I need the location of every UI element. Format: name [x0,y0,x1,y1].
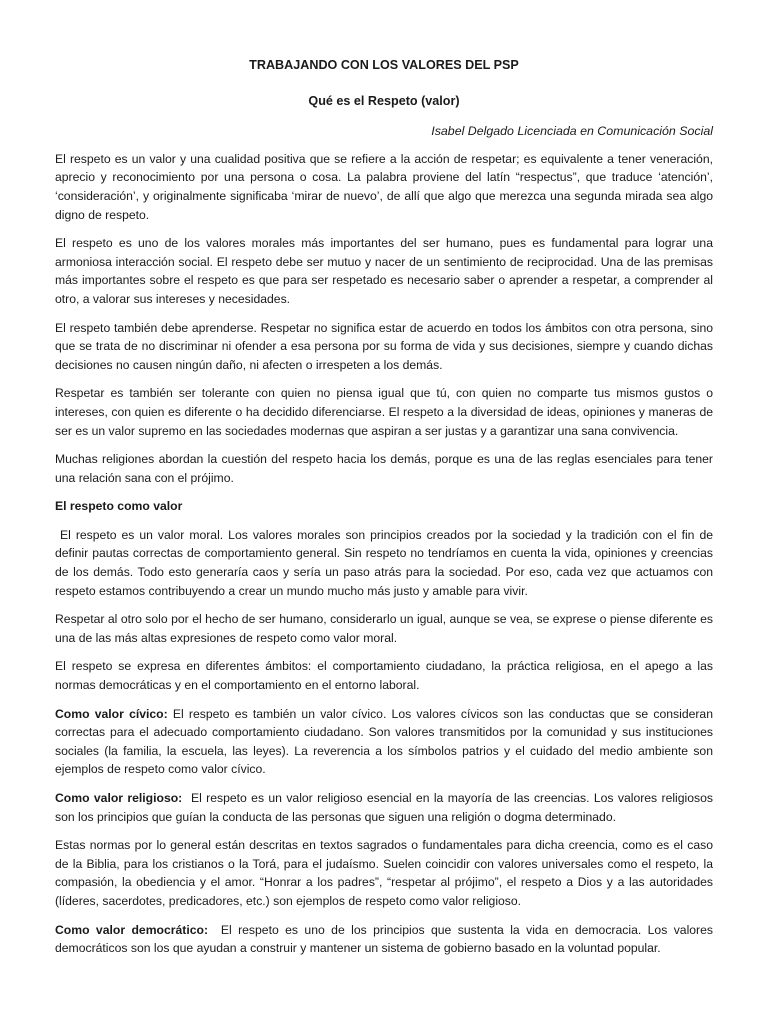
paragraph-religious [55,789,717,826]
paragraph: El respeto es uno de los valores morales más importantes del ser humano, pues es fundamental para lograr una armoniosa interacción social. El respeto debe ser mutuo y nacer de un sentimiento de reciprocidad. Una de las premisas más importantes sobre el respeto es que para ser respetado es necesario saber o aprender a respetar, a comprender al otro, a valorar sus intereses y necesidades. [55,236,713,306]
paragraph: Respetar es también ser tolerante con quien no piensa igual que tú, con quien no comparte tus mismos gustos o intereses, con quien es diferente o ha decidido diferenciarse. El respeto a la diversidad de ideas, opiniones y maneras de ser es un valor supremo en las sociedades modernas que aspiran a ser justas y a garantizar una sana convivencia. [55,386,713,438]
paragraph: El respeto también debe aprenderse. Respetar no significa estar de acuerdo en todos los ámbitos con otra persona, sino que se trata de no discriminar ni ofender a esa persona por su forma de vida y sus decisiones, siempre y cuando dichas decisiones no causen ningún daño, ni afecten o irrespeten a los demás. [55,320,713,372]
paragraph-civic [55,705,713,779]
paragraph: El respeto es un valor y una cualidad positiva que se refiere a la acción de respetar; es equivalente a tener veneración, aprecio y reconocimiento por una persona o cosa. La palabra proviene del latín “respectus”, que traduce ‘atención’, ‘consideración’, y originalmente significaba ‘mirar de nuevo’, de allí que algo que merezca una segunda mirada sea algo digno de respeto. [55,151,713,222]
paragraph-democratic [55,921,717,958]
paragraph: Respetar al otro solo por el hecho de ser humano, considerarlo un igual, aunque se vea, se exprese o piense diferente es una de las más altas expresiones de respeto como valor moral. [55,612,713,645]
paragraph: Estas normas por lo general están descritas en textos sagrados o fundamentales para dicha creencia, como es el caso de la Biblia, para los cristianos o la Torá, para el judaísmo. Suelen coincidir con valores universales como el respeto, la compasión, la obediencia y el amor. “Honrar a los padres”, “respetar al prójimo”, el respeto a Dios y a las autoridades (líderes, sacerdotes, predicadores, etc.) son ejemplos de respeto como valor religioso. [55,838,713,908]
section-heading: El respeto como valor [55,499,183,514]
paragraph: Muchas religiones abordan la cuestión del respeto hacia los demás, porque es una de las reglas esenciales para tener una relación sana con el prójimo. [55,452,713,485]
document-author: Isabel Delgado Licenciada en Comunicación Social [431,124,713,139]
paragraph-lead: Como valor religioso: [55,791,183,805]
paragraph-body: El respeto es uno de los principios que sustenta la vida en democracia. Los valores democráticos son los que ayudan a construir y mantener un sistema de gobierno basado en la voluntad popular. [55,922,717,956]
paragraph: El respeto es un valor moral. Los valores morales son principios creados por la sociedad y la tradición con el fin de definir pautas correctas de comportamiento general. Sin respeto no tendríamos en cuenta la vida, opiniones y creencias de los demás. Todo esto generaría caos y sería un paso atrás para la sociedad. Por eso, cada vez que actuamos con respeto estamos contribuyendo a crear un mundo mucho más justo y amable para vivir. [55,527,717,598]
paragraph-lead: Como valor democrático: [55,922,209,937]
document-subtitle: Qué es el Respeto (valor) [308,93,460,108]
document-title: TRABAJANDO CON LOS VALORES DEL PSP [249,58,519,72]
paragraph-body: El respeto es también un valor cívico. Los valores cívicos son las conductas que se consideran correctas para el adecuado comportamiento ciudadano. Son valores transmitidos por la comunidad y sus instituciones sociales (la familia, la escuela, las leyes). La reverencia a los símbolos patrios y el cuidado del medio ambiente son ejemplos de respeto como valor cívico. [55,706,713,777]
paragraph: El respeto se expresa en diferentes ámbitos: el comportamiento ciudadano, la práctica religiosa, en el apego a las normas democráticas y en el comportamiento en el entorno laboral. [55,659,713,693]
paragraph-lead: Como valor cívico: [55,706,168,721]
paragraph-body: El respeto es un valor religioso esencial en la mayoría de las creencias. Los valores religiosos son los principios que guían la conducta de las personas que siguen una religión o dogma determinado. [55,791,717,824]
